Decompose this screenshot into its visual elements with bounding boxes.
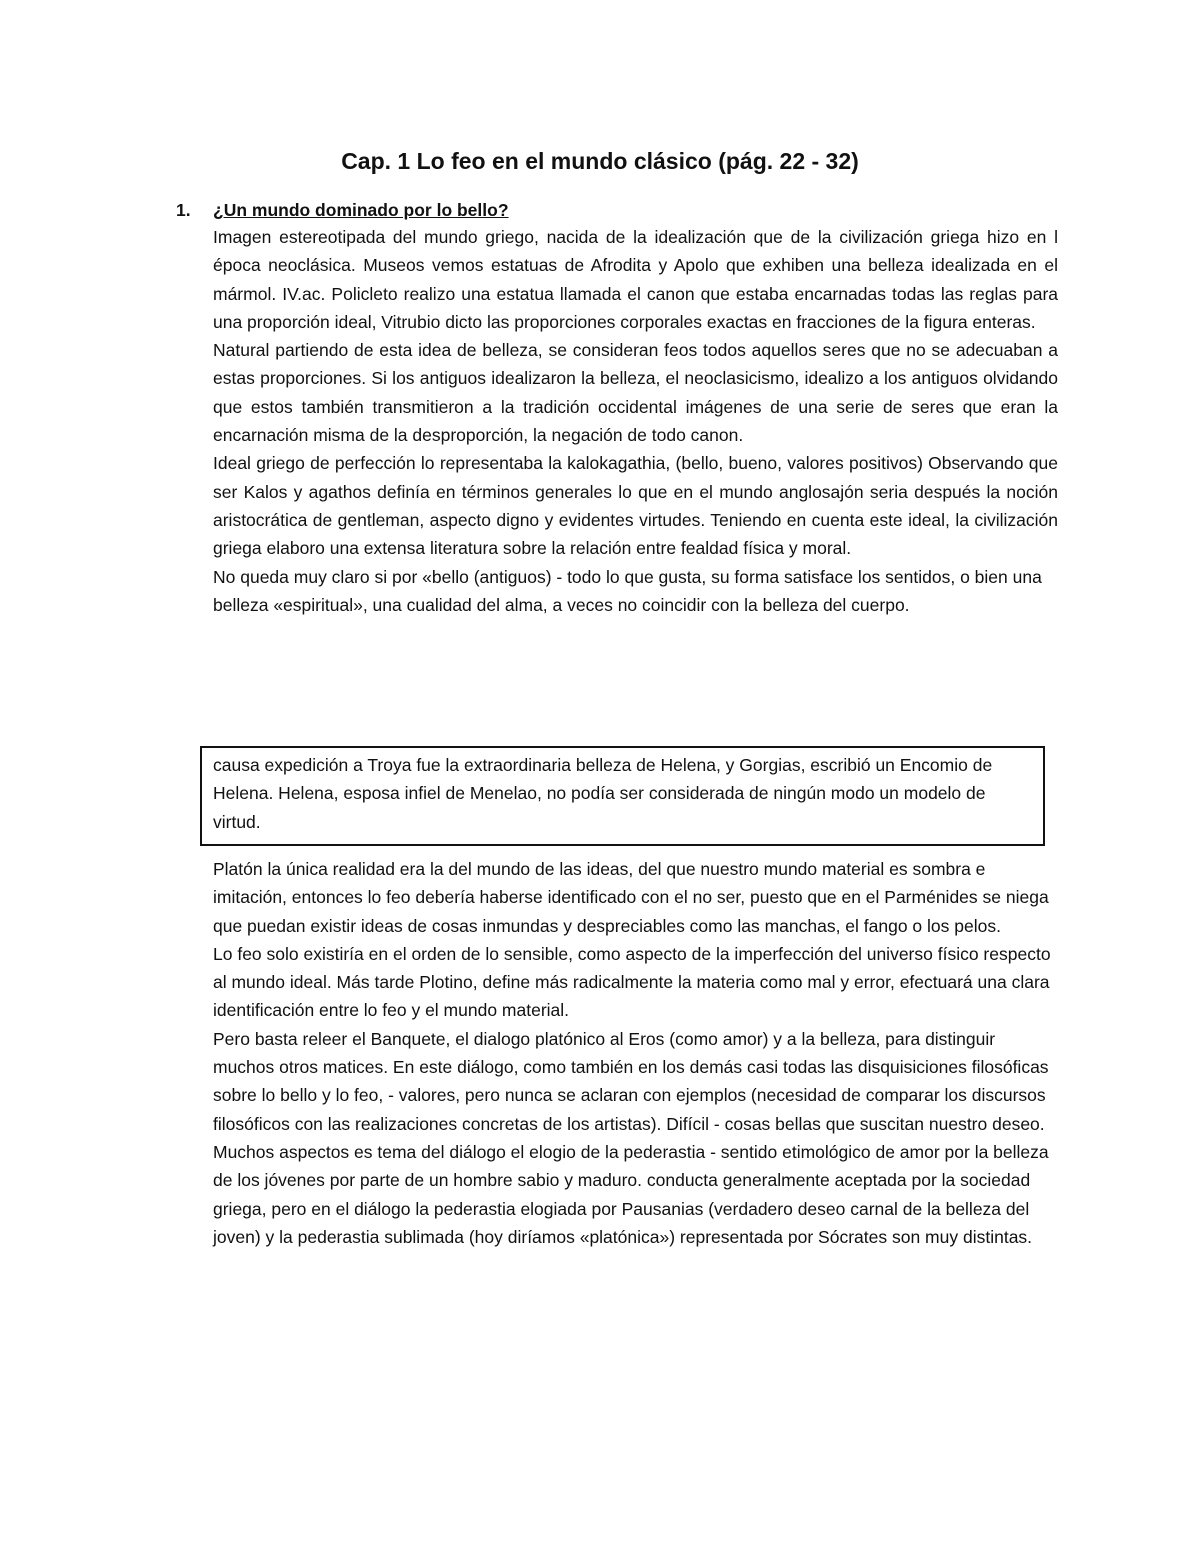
- paragraph: Platón la única realidad era la del mundo de las ideas, del que nuestro mundo material es sombra e imitación, entonces lo feo debería haberse identificado con el no ser, puesto que en el Parménides se niega que puedan existir ideas de cosas inmundas y despreciables como las manchas, el fango o los pelos.: [213, 859, 1049, 936]
- paragraph: Ideal griego de perfección lo representaba la kalokagathia, (bello, bueno, valores positivos) Observando que ser Kalos y agathos definía en términos generales lo que en el mundo anglosajón seria después la noción aristocrática de gentleman, aspecto digno y evidentes virtudes. Teniendo en cuenta este ideal, la civilización griega elaboro una extensa literatura sobre la relación entre fealdad física y moral.: [213, 453, 1058, 559]
- paragraph: Muchos aspectos es tema del diálogo el elogio de la pederastia - sentido etimológico de amor por la belleza de los jóvenes por parte de un hombre sabio y maduro. conducta generalmente aceptada por la sociedad griega, pero en el diálogo la pederastia elogiada por Pausanias (verdadero deseo carnal de la belleza del joven) y la pederastia sublimada (hoy diríamos «platónica») representada por Sócrates son muy distintas.: [213, 1141, 1049, 1247]
- paragraph: No queda muy claro si por «bello (antiguos) - todo lo que gusta, su forma satisface los sentidos, o bien una belleza «espiritual», una cualidad del alma, a veces no coincidir con la belleza del cuerpo.: [213, 566, 1042, 615]
- paragraph: Imagen estereotipada del mundo griego, nacida de la idealización que de la civilización griega hizo en l época neoclásica. Museos vemos estatuas de Afrodita y Apolo que exhiben una belleza idealizada en el mármol. IV.ac. Policleto realizo una estatua llamada el canon que estaba encarnadas todas las reglas para una proporción ideal, Vitrubio dicto las proporciones corporales exactas en fracciones de la figura enteras.: [213, 227, 1058, 332]
- paragraph: Pero basta releer el Banquete, el dialogo platónico al Eros (como amor) y a la belleza, para distinguir muchos otros matices. En este diálogo, como también en los demás casi todas las disquisiciones filosóficas sobre lo bello y lo feo, - valores, pero nunca se aclaran con ejemplos (necesidad de comparar los discursos filosóficos con las realizaciones concretas de los artistas). Difícil - cosas bellas que suscitan nuestro deseo.: [213, 1028, 1049, 1134]
- intro-text: [213, 223, 1058, 619]
- paragraph: Natural partiendo de esta idea de belleza, se consideran feos todos aquellos seres que no se adecuaban a estas proporciones. Si los antiguos idealizaron la belleza, el neoclasicismo, idealizo a los antiguos olvidando que estos también transmitieron a la tradición occidental imágenes de una serie de seres que eran la encarnación misma de la desproporción, la negación de todo canon.: [213, 340, 1058, 446]
- section-heading-text: ¿Un mundo dominado por lo bello?: [213, 200, 509, 220]
- section-number: 1.: [176, 200, 191, 220]
- section-heading: [176, 198, 509, 222]
- paragraph: Lo feo solo existiría en el orden de lo sensible, como aspecto de la imperfección del universo físico respecto al mundo ideal. Más tarde Plotino, define más radicalmente la materia como mal y error, efectuará una clara identificación entre lo feo y el mundo material.: [213, 943, 1051, 1021]
- page-title: Cap. 1 Lo feo en el mundo clásico (pág. 22 - 32): [341, 148, 859, 174]
- rest-text: [213, 855, 1058, 1251]
- boxed-paragraph: causa expedición a Troya fue la extraordinaria belleza de Helena, y Gorgias, escribió un Encomio de Helena. Helena, esposa infiel de Menelao, no podía ser considerada de ningún modo un modelo de virtud.: [213, 755, 993, 832]
- boxed-note: [200, 746, 1045, 846]
